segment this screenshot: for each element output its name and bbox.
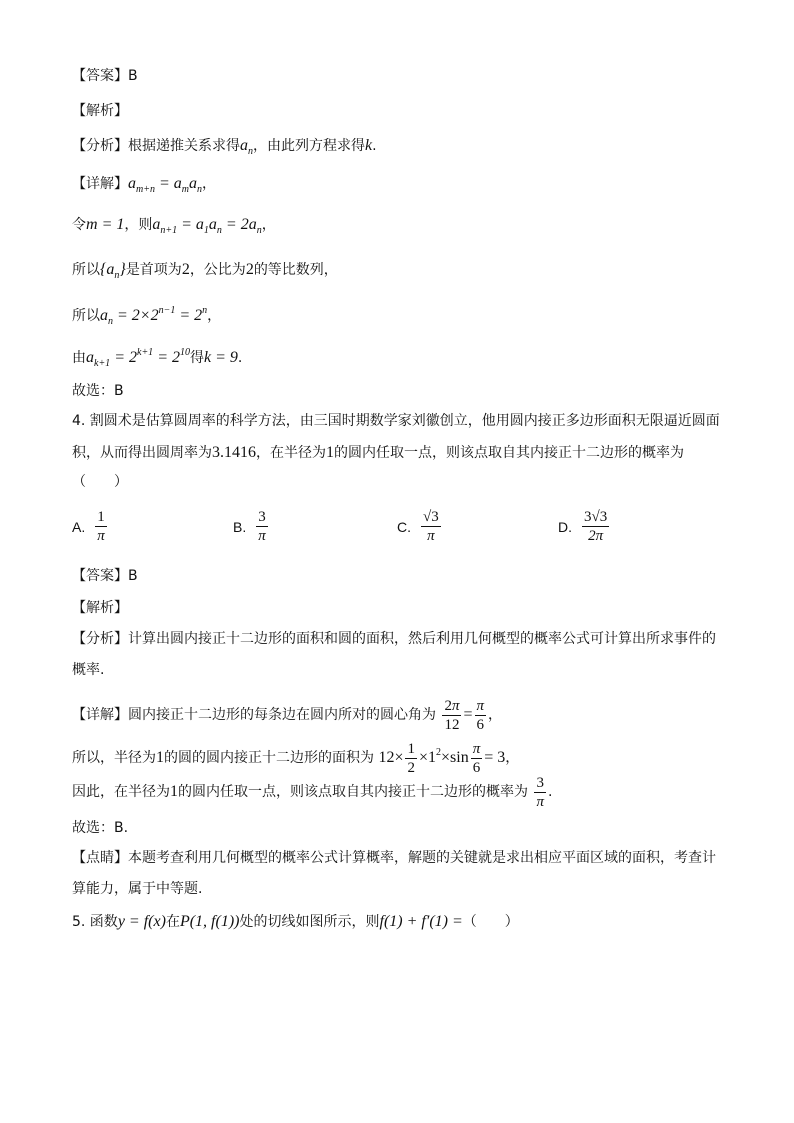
q4-detail-line-1: 【详解】圆内接正十二边形的每条边在圆内所对的圆心角为 $\frac{2\pi}{12}$ = $\frac{\pi}{6}$ ， xyxy=(72,697,503,733)
detail-line-5: 由$a_{k+1} = 2^{k+1} = 2^{10}$得k = 9. xyxy=(72,347,243,369)
option-d[interactable]: D. $\frac{3√3}{2\pi}$ xyxy=(558,509,608,544)
q4-stem-line-3: （ ） xyxy=(72,474,128,490)
q4-choice-line: 故选：B. xyxy=(72,820,129,836)
analysis-heading: 【解析】 xyxy=(72,103,128,119)
q4-stem-line-1: 4. 割圆术是估算圆周率的科学方法，由三国时期数学家刘徽创立，他用圆内接正多边形面积无限逼近圆面 xyxy=(72,413,720,429)
option-c[interactable]: C. $\frac{√3}{\pi}$ xyxy=(397,509,439,544)
detail-line-4: 所以$a_n = 2\times 2^{n-1} = 2^n$， xyxy=(72,305,222,327)
option-a[interactable]: A. $\frac{1}{\pi}$ xyxy=(72,509,105,544)
q4-detail-line-3: 因此，在半径为1的圆内任取一点，则该点取自其内接正十二边形的概率为 $\frac{3}{\pi}$ . xyxy=(72,774,553,810)
q4-analysis-heading: 【解析】 xyxy=(72,600,128,616)
detail-line-2: 令m = 1，则$a_{n+1} = a_1a_n = 2a_n$， xyxy=(72,216,276,236)
detail-line-1: 【详解】$a_{m+n} = a_ma_n$， xyxy=(72,175,217,195)
fenxi-line: 【分析】根据递推关系求得$a_n$，由此列方程求得k. xyxy=(72,137,377,157)
q4-answer-line: 【答案】B xyxy=(72,568,138,584)
q4-dianjing-line-1: 【点睛】本题考查利用几何概型的概率公式计算概率，解题的关键就是求出相应平面区域的面积，考查计 xyxy=(72,850,716,866)
answer-value: B xyxy=(128,68,138,84)
q5-stem-line: 5. 函数y = f(x)在P(1, f(1))处的切线如图所示，则f(1) + f′(1) =（ ） xyxy=(72,913,519,930)
math-recurrence: $a_{m+n} = a_ma_n$ xyxy=(128,175,203,195)
q4-fenxi-line-2: 概率. xyxy=(72,662,105,678)
math-general-term: $a_n = 2\times 2^{n-1} = 2^n$ xyxy=(100,305,208,327)
q4-dianjing-line-2: 算能力，属于中等题. xyxy=(72,881,203,897)
math-k: k xyxy=(365,137,373,154)
choice-line: 故选：B xyxy=(72,383,124,399)
answer-line: 【答案】B xyxy=(72,68,138,84)
math-step2: $a_{n+1} = a_1a_n = 2a_n$ xyxy=(152,216,262,236)
q4-fenxi-line-1: 【分析】计算出圆内接正十二边形的面积和圆的面积，然后利用几何概型的概率公式可计算出所求事件的 xyxy=(72,631,716,647)
q4-detail-line-2: 所以，半径为1的圆的圆内接正十二边形的面积为 12× $\frac{1}{2}$ $\times 1^2\times\sin$ $\frac{\pi}{6}$ = 3， xyxy=(72,740,520,776)
option-b[interactable]: B. $\frac{3}{\pi}$ xyxy=(233,509,266,544)
math-an: $a_n$ xyxy=(240,137,253,157)
q4-stem-line-2: 积，从而得出圆周率为3.1416，在半径为1的圆内任取一点，则该点取自其内接正十二边形的概率为 xyxy=(72,444,684,461)
detail-line-3: 所以$\{a_n\}$是首项为2，公比为2的等比数列， xyxy=(72,261,338,281)
